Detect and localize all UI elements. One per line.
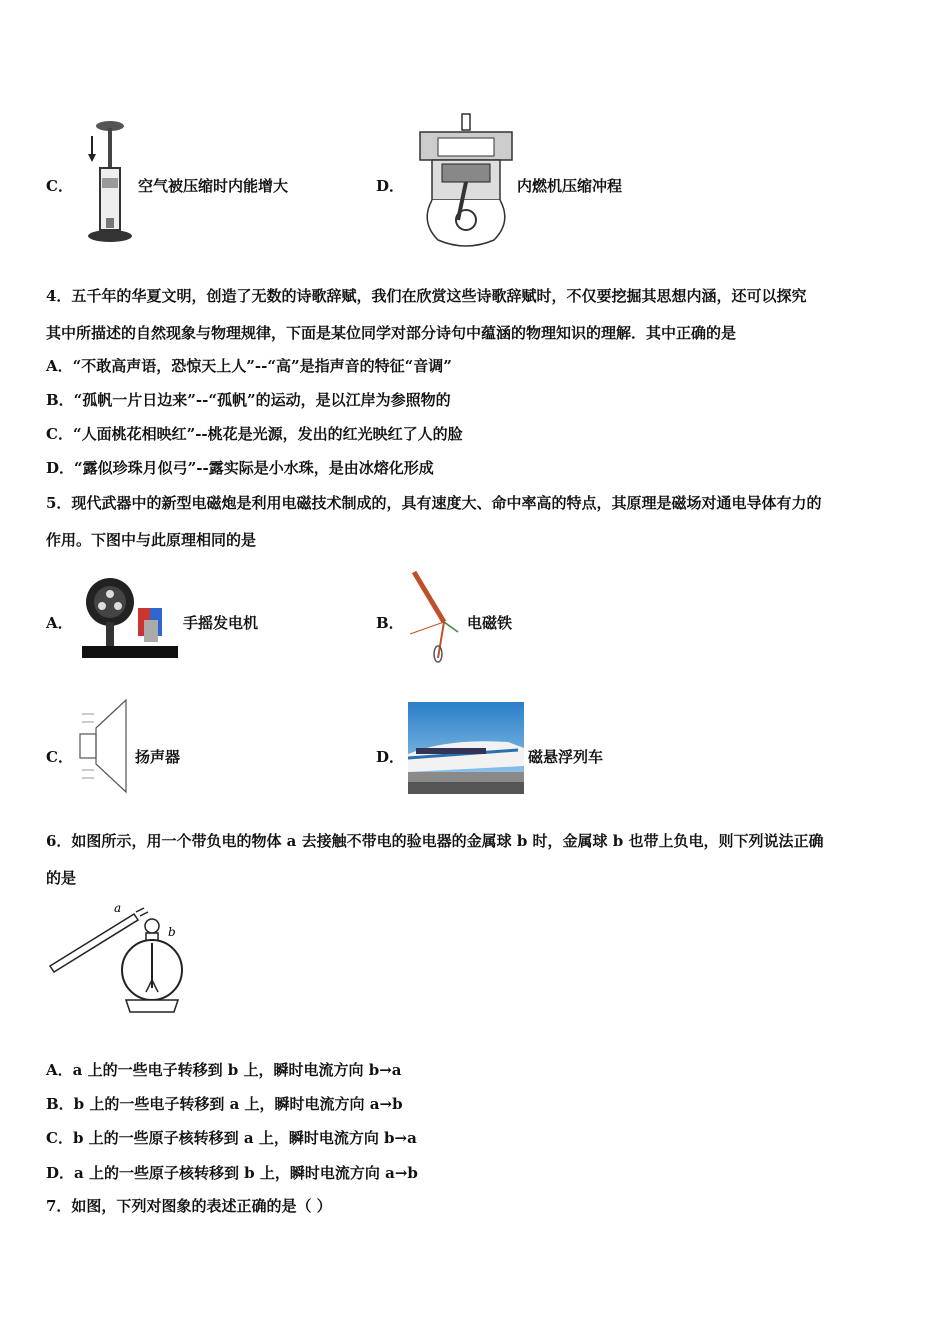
q5-option-d-letter: D． [376,748,405,766]
q5-option-a-text: 手摇发电机 [183,614,259,632]
q5-option-b-text: 电磁铁 [467,614,513,632]
air-compression-syringe-figure [82,118,132,246]
q4-option-a: A．“不敢高声语，恐惊天上人”--“高”是指声音的特征“音调” [46,357,452,375]
electromagnet-figure [404,562,466,666]
q6-option-a: A．a 上的一些电子转移到 b 上，瞬时电流方向 b→a [46,1061,402,1079]
q3-option-c-letter: C． [46,177,73,195]
electroscope-label-a: a [114,901,122,915]
q5-option-b-letter: B． [376,614,404,632]
q3-option-d-letter: D． [376,177,405,195]
q5-option-c-text: 扬声器 [135,748,181,766]
electroscope-label-b: b [168,925,176,939]
electroscope-figure [48,900,188,1022]
q7-stem: 7．如图，下列对图象的表述正确的是（ ） [46,1197,332,1215]
q6-option-b: B．b 上的一些电子转移到 a 上，瞬时电流方向 a→b [46,1095,403,1113]
q4-option-d: D．“露似珍珠月似弓”--露实际是小水珠，是由冰熔化形成 [46,459,434,477]
hand-crank-generator-figure [80,572,180,662]
q5-option-d-text: 磁悬浮列车 [528,748,604,766]
q4-stem-line1: 4．五千年的华夏文明，创造了无数的诗歌辞赋，我们在欣赏这些诗歌辞赋时，不仅要挖掘其思想内涵，还可以探究 [46,287,807,305]
q6-stem-line1: 6．如图所示，用一个带负电的物体 a 去接触不带电的验电器的金属球 b 时，金属球 b 也带上负电，则下列说法正确 [46,832,824,850]
q6-stem-line2: 的是 [46,869,77,887]
q3-option-c-text: 空气被压缩时内能增大 [138,177,289,195]
q4-option-c: C．“人面桃花相映红”--桃花是光源，发出的红光映红了人的脸 [46,425,463,443]
q5-stem-line2: 作用。下图中与此原理相同的是 [46,531,257,549]
q4-stem-line2: 其中所描述的自然现象与物理规律，下面是某位同学对部分诗句中蕴涵的物理知识的理解．其中正确的是 [46,324,737,342]
loudspeaker-figure [76,694,132,798]
q5-option-a-letter: A． [46,614,73,632]
maglev-train-figure [408,702,524,794]
q6-option-c: C．b 上的一些原子核转移到 a 上，瞬时电流方向 b→a [46,1129,417,1147]
q6-option-d: D．a 上的一些原子核转移到 b 上，瞬时电流方向 a→b [46,1164,418,1182]
q5-option-c-letter: C． [46,748,73,766]
engine-compression-stroke-figure [418,112,514,252]
q3-option-d-text: 内燃机压缩冲程 [517,177,623,195]
q4-option-b: B．“孤帆一片日边来”--“孤帆”的运动，是以江岸为参照物的 [46,391,451,409]
q5-stem-line1: 5．现代武器中的新型电磁炮是利用电磁技术制成的，具有速度大、命中率高的特点，其原理是磁场对通电导体有力的 [46,494,822,512]
